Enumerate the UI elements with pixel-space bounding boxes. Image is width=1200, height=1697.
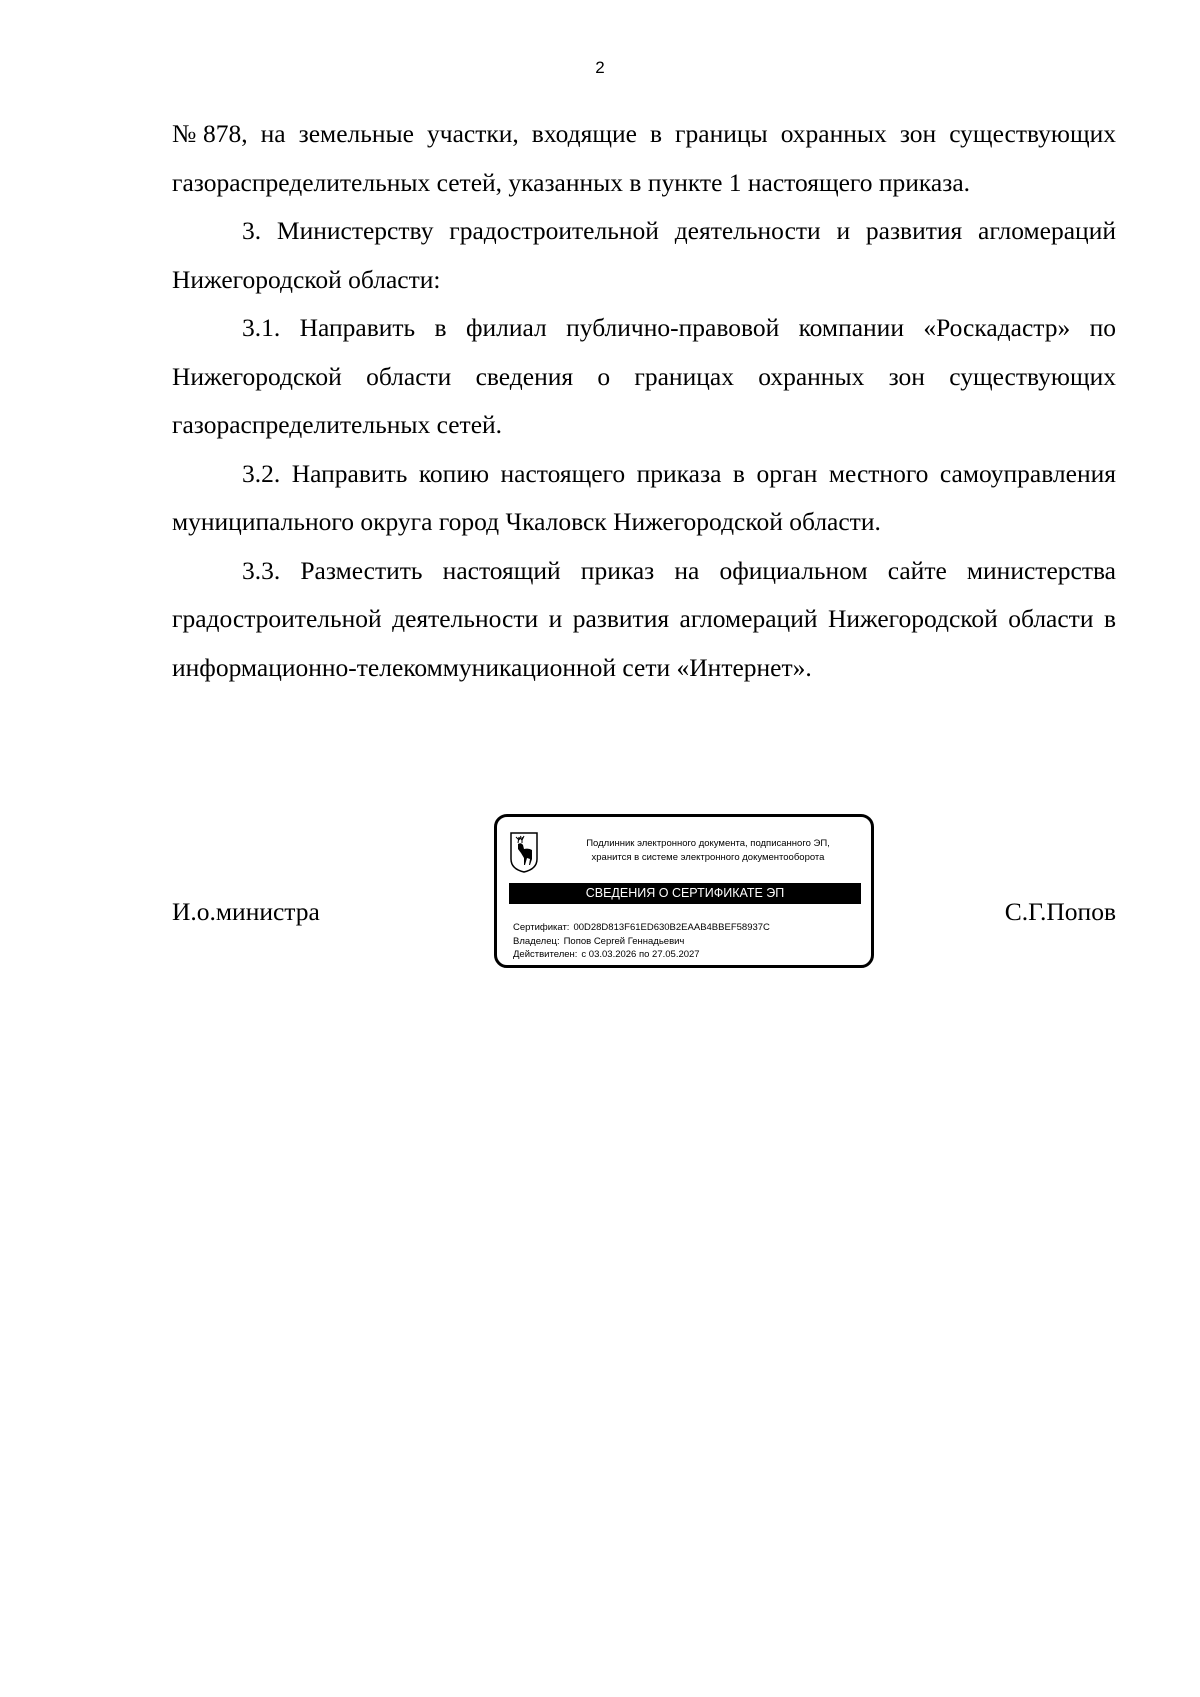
stamp-header — [553, 837, 863, 865]
stamp-band: СВЕДЕНИЯ О СЕРТИФИКАТЕ ЭП — [509, 883, 861, 904]
paragraph-item-3-2: 3.2. Направить копию настоящего приказа в орган местного самоуправления муниципального округа город Чкаловск Нижегородской области. — [172, 458, 1116, 536]
owner-line — [513, 935, 770, 949]
electronic-signature-stamp — [494, 814, 874, 968]
paragraph-item-3-1: 3.1. Направить в филиал публично-правовой компании «Роскадастр» по Нижегородской области сведения о границах охранных зон существующих газораспределительных сетей. — [172, 313, 1116, 439]
signer-title: И.о.министра — [172, 897, 320, 926]
owner-value: Попов Сергей Геннадьевич — [563, 935, 685, 947]
paragraph-continuation: №878, на земельные участки, входящие в границы охранных зон существующих газораспределительных сетей, указанных в пункте 1 настоящего приказа. — [172, 119, 1116, 197]
paragraph-item-3: 3. Министерству градостроительной деятельности и развития агломераций Нижегородской области: — [172, 216, 1116, 294]
certificate-value: 00D28D813F61ED630B2EAAB4BBEF58937C — [573, 922, 770, 933]
validity-label: Действителен: — [513, 949, 578, 960]
stamp-header-line: Подлинник электронного документа, подписанного ЭП, — [586, 838, 830, 849]
owner-label: Владелец: — [513, 935, 560, 947]
certificate-label: Сертификат: — [513, 922, 570, 933]
certificate-line — [513, 921, 770, 935]
signer-name: С.Г.Попов — [1004, 897, 1116, 926]
document-body — [172, 110, 1116, 692]
stamp-details — [513, 921, 770, 962]
paragraph-item-3-3: 3.3. Разместить настоящий приказ на официальном сайте министерства градостроительной деятельности и развития агломераций Нижегородской области в информационно-телекоммуникационной сети «Интернет». — [172, 555, 1116, 682]
page-number: 2 — [595, 58, 605, 77]
validity-value: с 03.03.2026 по 27.05.2027 — [581, 949, 700, 960]
deer-coat-of-arms-icon — [509, 831, 539, 873]
stamp-header-line: хранится в системе электронного документооборота — [591, 852, 825, 863]
validity-line — [513, 948, 770, 962]
